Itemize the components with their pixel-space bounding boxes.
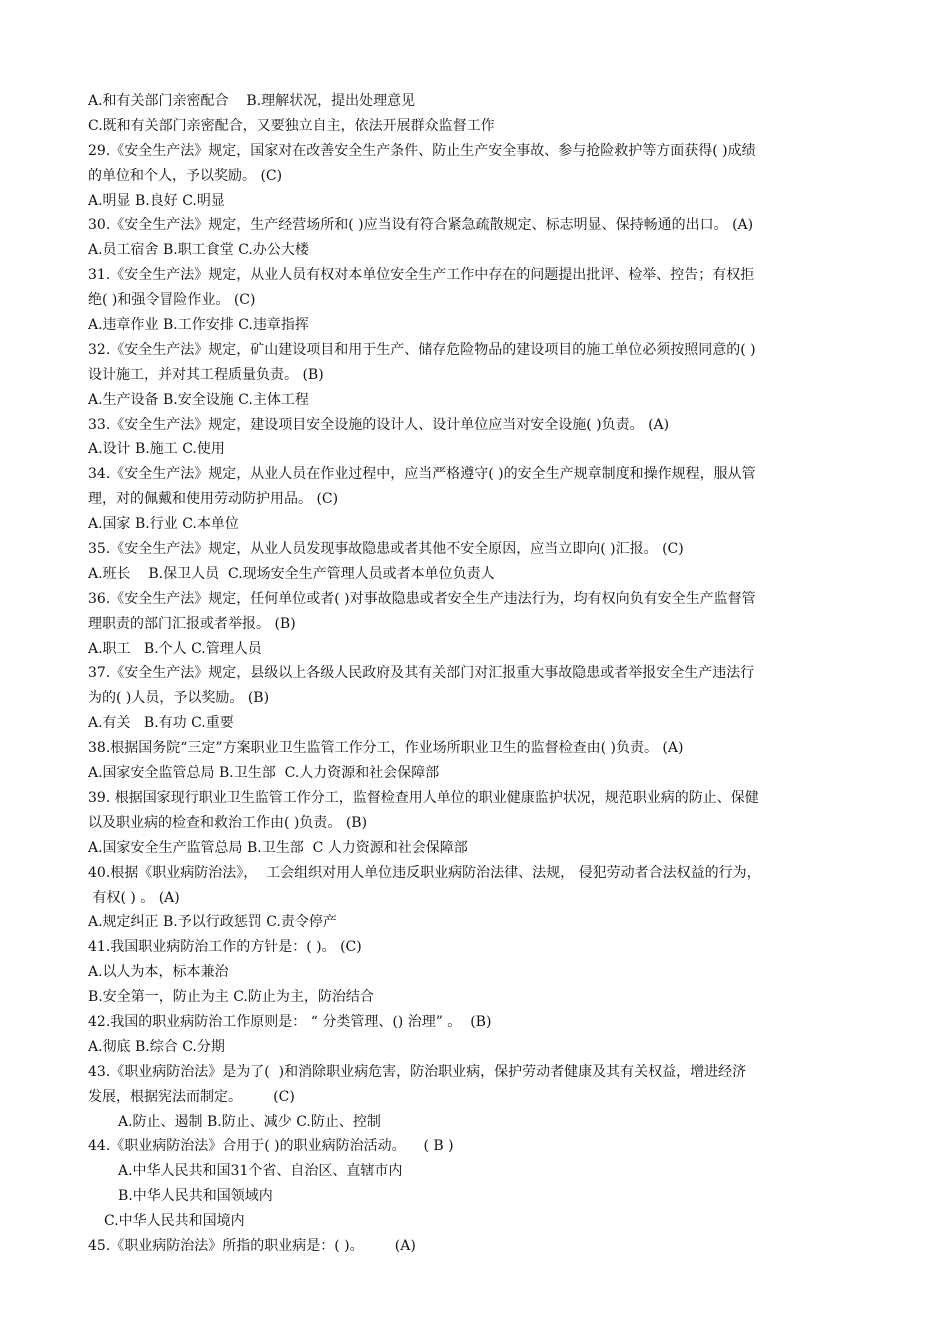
text-line: 为的( )人员，予以奖励。 (B) [88,690,270,707]
text-line: 有权( ) 。 (A) [88,889,180,906]
text-line: A.设计 B.施工 C.使用 [88,441,225,458]
text-line: 的单位和个人，予以奖励。 (C) [88,167,283,184]
text-line: 34.《安全生产法》规定，从业人员在作业过程中，应当严格遵守( )的安全生产规章制度和操作规程，服从管 [88,466,756,483]
text-line: A.中华人民共和国31个省、自治区、直辖市内 [118,1163,403,1180]
text-line: A.有关 B.有功 C.重要 [88,715,234,732]
text-line: 40.根据《职业病防治法》， 工会组织对用人单位违反职业病防治法律、法规， 侵犯劳动者合法权益的行为， [88,864,761,881]
text-line: A.以人为本，标本兼治 [88,964,229,981]
text-line: A.明显 B.良好 C.明显 [88,192,225,209]
text-line: B.中华人民共和国领域内 [118,1188,273,1205]
text-line: 36.《安全生产法》规定，任何单位或者( )对事故隐患或者安全生产违法行为，均有权向负有安全生产监督管 [88,590,756,607]
text-line: 42.我国的职业病防治工作原则是： “ 分类管理、() 治理” 。 (B) [88,1013,492,1030]
text-line: 发展，根据宪法而制定。 (C) [88,1088,295,1105]
text-line: A.班长 B.保卫人员 C.现场安全生产管理人员或者本单位负责人 [88,565,495,582]
text-line: 39. 根据国家现行职业卫生监管工作分工，监督检查用人单位的职业健康监护状况，规范职业病的防止、保健 [88,789,759,806]
text-line: A.国家安全监管总局 B.卫生部 C.人力资源和社会保障部 [88,765,440,782]
text-line: 32.《安全生产法》规定，矿山建设项目和用于生产、储存危险物品的建设项目的施工单位必须按照同意的( ) [88,341,756,358]
text-line: 45.《职业病防治法》所指的职业病是：( )。 (A) [88,1237,416,1254]
text-line: B.安全第一，防止为主 C.防止为主，防治结合 [88,989,374,1006]
text-line: 30.《安全生产法》规定，生产经营场所和( )应当设有符合紧急疏散规定、标志明显、保持畅通的出口。 (A) [88,217,754,234]
text-line: 35.《安全生产法》规定，从业人员发现事故隐患或者其他不安全原因，应当立即向( )汇报。 (C) [88,541,684,558]
text-line: 41.我国职业病防治工作的方针是：( )。 (C) [88,939,362,956]
text-line: A.防止、遏制 B.防止、减少 C.防止、控制 [118,1113,381,1130]
text-line: A.国家 B.行业 C.本单位 [88,516,239,533]
text-line: A.违章作业 B.工作安排 C.违章指挥 [88,317,309,334]
text-line: 31.《安全生产法》规定，从业人员有权对本单位安全生产工作中存在的问题提出批评、检举、控告；有权拒 [88,267,755,284]
text-line: C.中华人民共和国境内 [104,1213,245,1230]
text-line: 38.根据国务院“三定”方案职业卫生监管工作分工，作业场所职业卫生的监督检查由( )负责。 (A) [88,740,684,757]
text-line: 理，对的佩戴和使用劳动防护用品。 (C) [88,491,339,508]
text-line: 绝( )和强令冒险作业。 (C) [88,292,256,309]
text-line: 理职责的部门汇报或者举报。 (B) [88,615,296,632]
text-line: A.彻底 B.综合 C.分期 [88,1038,225,1055]
text-line: 37.《安全生产法》规定，县级以上各级人民政府及其有关部门对汇报重大事故隐患或者举报安全生产违法行 [88,665,755,682]
text-line: 29.《安全生产法》规定，国家对在改善安全生产条件、防止生产安全事故、参与抢险救护等方面获得( )成绩 [88,142,756,159]
text-line: 设计施工，并对其工程质量负责。 (B) [88,366,324,383]
text-line: A.生产设备 B.安全设施 C.主体工程 [88,391,309,408]
text-line: 44.《职业病防治法》合用于( )的职业病防治活动。 ( B ) [88,1138,454,1155]
text-line: A.员工宿舍 B.职工食堂 C.办公大楼 [88,242,309,259]
text-line: 33.《安全生产法》规定，建设项目安全设施的设计人、设计单位应当对安全设施( )负责。 (A) [88,416,670,433]
text-line: 43.《职业病防治法》是为了( )和消除职业病危害，防治职业病，保护劳动者健康及其有关权益，增进经济 [88,1063,747,1080]
text-line: A.规定纠正 B.予以行政惩罚 C.责令停产 [88,914,337,931]
text-line: A.和有关部门亲密配合 B.理解状况，提出处理意见 [88,93,416,109]
text-line: A.国家安全生产监管总局 B.卫生部 C 人力资源和社会保障部 [88,839,468,856]
text-line: A.职工 B.个人 C.管理人员 [88,640,262,657]
text-line: 以及职业病的检查和救治工作由( )负责。 (B) [88,814,368,831]
text-line: C.既和有关部门亲密配合，又要独立自主，依法开展群众监督工作 [88,117,495,134]
question-list [88,89,910,1259]
